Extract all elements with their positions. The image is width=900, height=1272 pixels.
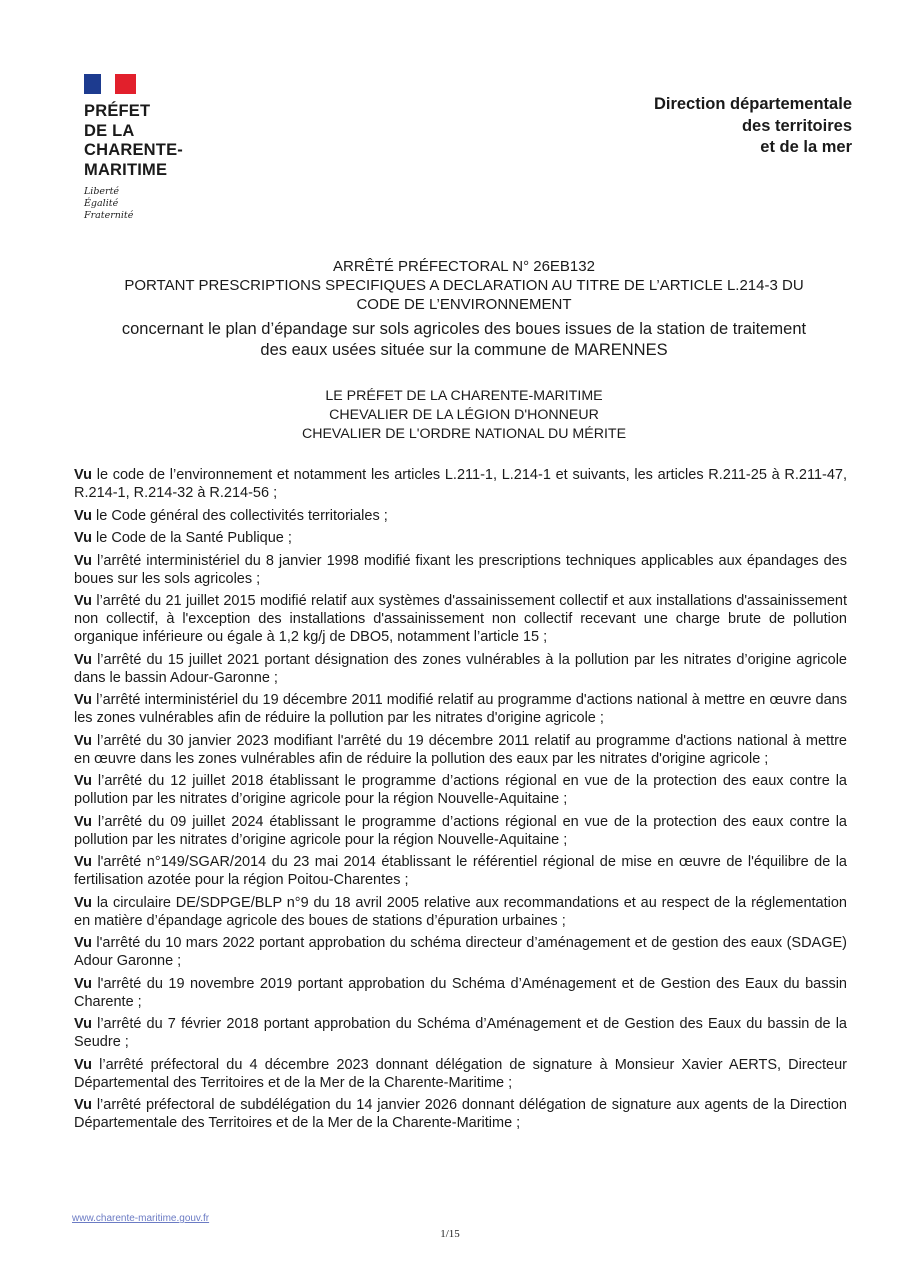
visa-lead: Vu [74, 692, 92, 708]
visa-lead: Vu [74, 813, 92, 830]
visa-lead: Vu [74, 935, 92, 951]
visa-paragraph [74, 1056, 847, 1092]
visa-lead: Vu [74, 1056, 92, 1073]
direction-line: et de la mer [760, 138, 852, 156]
visa-text: l'arrêté du 19 novembre 2019 portant approbation du Schéma d’Aménagement et de Gestion des Eaux du bassin Charente ; [74, 975, 847, 1010]
visa-paragraph [74, 934, 847, 970]
decree-subtitle [72, 319, 856, 361]
visa-text: la circulaire DE/SDPGE/BLP n°9 du 18 avril 2005 relative aux recommandations et au respect de la réglementation en matière d’épandage agricole des boues de stations d’épuration urbaines ; [74, 894, 847, 929]
visa-text: l’arrêté du 12 juillet 2018 établissant le programme d’actions régional en vue de la protection des eaux contre la pollution par les nitrates d’origine agricole pour la région Nouvelle-Aquitaine ; [74, 773, 847, 807]
visa-paragraph [74, 772, 847, 808]
visa-text: l’arrêté du 21 juillet 2015 modifié relatif aux systèmes d'assainissement collectif et aux installations d'assainissement non collectif, à l'exception des installations d'assainissement non collectif recevant une charge brute de pollution organique inférieure ou égale à 1,2 kg/j de DBO5, notamment l’article 15 ; [74, 593, 847, 645]
direction-line: Direction départementale [653, 95, 852, 113]
visa-paragraph [74, 894, 847, 930]
visa-lead: Vu [74, 651, 92, 668]
motto-line: Égalité [84, 198, 119, 209]
visa-paragraph [74, 732, 847, 768]
prefet-line: MARITIME [84, 160, 168, 179]
visa-paragraph [74, 592, 847, 646]
visa-text: l’arrêté du 15 juillet 2021 portant désignation des zones vulnérables à la pollution par les nitrates d’origine agricole dans le bassin Adour-Garonne ; [74, 651, 847, 686]
flag-white [101, 74, 115, 94]
visa-text: l’arrêté préfectoral de subdélégation du 14 janvier 2026 donnant délégation de signature aux agents de la Direction Départementale des Territoires et de la Mer de la Charente-Maritime ; [74, 1097, 847, 1131]
visa-lead: Vu [74, 467, 92, 483]
visa-paragraph [74, 691, 847, 727]
flag-blue [84, 74, 101, 94]
visa-paragraph [74, 853, 847, 889]
visa-lead: Vu [74, 552, 92, 569]
prefet-title-line: LE PRÉFET DE LA CHARENTE-MARITIME [325, 388, 603, 404]
motto-line: Liberté [84, 186, 120, 197]
visa-lead: Vu [74, 1016, 92, 1032]
visa-text: l'arrêté du 10 mars 2022 portant approbation du schéma directeur d’aménagement et de gestion des eaux (SDAGE) Adour Garonne ; [74, 935, 847, 969]
prefet-titles [72, 387, 856, 444]
visa-paragraph [74, 975, 847, 1011]
visa-lead: Vu [74, 593, 92, 609]
visa-paragraph [74, 813, 847, 849]
visa-lead: Vu [74, 732, 92, 749]
title-line: CODE DE L’ENVIRONNEMENT [356, 296, 572, 313]
prefet-line: DE LA [84, 121, 135, 140]
visa-text: l’arrêté interministériel du 19 décembre 2011 modifié relatif au programme d'actions national à mettre en œuvre dans les zones vulnérables afin de réduire la pollution par les nitrates d'origine agricole ; [74, 692, 847, 726]
prefet-name [84, 102, 224, 180]
subtitle-line: des eaux usées située sur la commune de MARENNES [260, 341, 668, 359]
subtitle-line: concernant le plan d’épandage sur sols agricoles des boues issues de la station de traitement [121, 320, 807, 338]
visas-list [74, 466, 847, 1137]
prefet-title-line: CHEVALIER DE L'ORDRE NATIONAL DU MÉRITE [301, 426, 627, 442]
marianne-flag-icon [84, 74, 136, 94]
visa-text: le code de l’environnement et notamment les articles L.211-1, L.214-1 et suivants, les articles R.211-25 à R.211-47, R.214-1, R.214-32 à R.214-56 ; [74, 467, 847, 501]
republic-motto [84, 186, 224, 222]
visa-paragraph [74, 466, 847, 502]
visa-text: le Code de la Santé Publique ; [92, 530, 292, 546]
visa-text: l’arrêté interministériel du 8 janvier 1998 modifié fixant les prescriptions techniques applicables aux épandages des boues sur les sols agricoles ; [74, 552, 847, 587]
prefet-title-line: CHEVALIER DE LA LÉGION D'HONNEUR [329, 407, 599, 423]
visa-paragraph [74, 1015, 847, 1051]
visa-text: l’arrêté du 09 juillet 2024 établissant le programme d’actions régional en vue de la protection des eaux contre la pollution par les nitrates d’origine agricole pour la région Nouvelle-Aquitaine ; [74, 813, 847, 848]
motto-line: Fraternité [84, 210, 134, 221]
prefecture-logo [84, 74, 224, 222]
visa-text: l’arrêté du 30 janvier 2023 modifiant l'arrêté du 19 décembre 2011 relatif au programme d'actions national à mettre en œuvre dans les zones vulnérables afin de réduire la pollution des eaux par les nitrates d'origine agricole ; [74, 732, 847, 767]
decree-title [72, 257, 856, 361]
prefet-line: CHARENTE- [84, 141, 183, 159]
visa-text: l’arrêté préfectoral du 4 décembre 2023 donnant délégation de signature à Monsieur Xavier AERTS, Directeur Départemental des Territoires et de la Mer de la Charente-Maritime ; [74, 1056, 847, 1091]
footer-url-link[interactable]: www.charente-maritime.gouv.fr [72, 1213, 210, 1224]
direction-header [654, 94, 852, 159]
visa-lead: Vu [74, 1097, 92, 1113]
title-line: PORTANT PRESCRIPTIONS SPECIFIQUES A DECLARATION AU TITRE DE L’ARTICLE L.214-3 DU [124, 277, 804, 294]
visa-lead: Vu [74, 975, 92, 992]
visa-text: le Code général des collectivités territoriales ; [92, 507, 388, 524]
flag-red [115, 74, 136, 94]
visa-paragraph [74, 507, 847, 525]
prefet-line: PRÉFET [84, 102, 151, 120]
visa-paragraph [74, 552, 847, 588]
visa-lead: Vu [74, 530, 92, 546]
visa-paragraph [74, 1096, 847, 1132]
visa-paragraph [74, 529, 847, 547]
visa-text: l'arrêté n°149/SGAR/2014 du 23 mai 2014 établissant le référentiel régional de mise en œuvre de l'équilibre de la fertilisation azotée pour la région Poitou-Charentes ; [74, 854, 847, 888]
visa-paragraph [74, 651, 847, 687]
direction-line: des territoires [741, 116, 852, 135]
visa-lead: Vu [74, 854, 92, 870]
page-number: 1/15 [440, 1228, 460, 1240]
title-line: ARRÊTÉ PRÉFECTORAL N° 26EB132 [333, 258, 595, 275]
visa-lead: Vu [74, 773, 92, 789]
visa-lead: Vu [74, 894, 92, 911]
visa-lead: Vu [74, 507, 92, 524]
visa-text: l’arrêté du 7 février 2018 portant approbation du Schéma d’Aménagement et de Gestion des Eaux du bassin de la Seudre ; [74, 1016, 847, 1050]
